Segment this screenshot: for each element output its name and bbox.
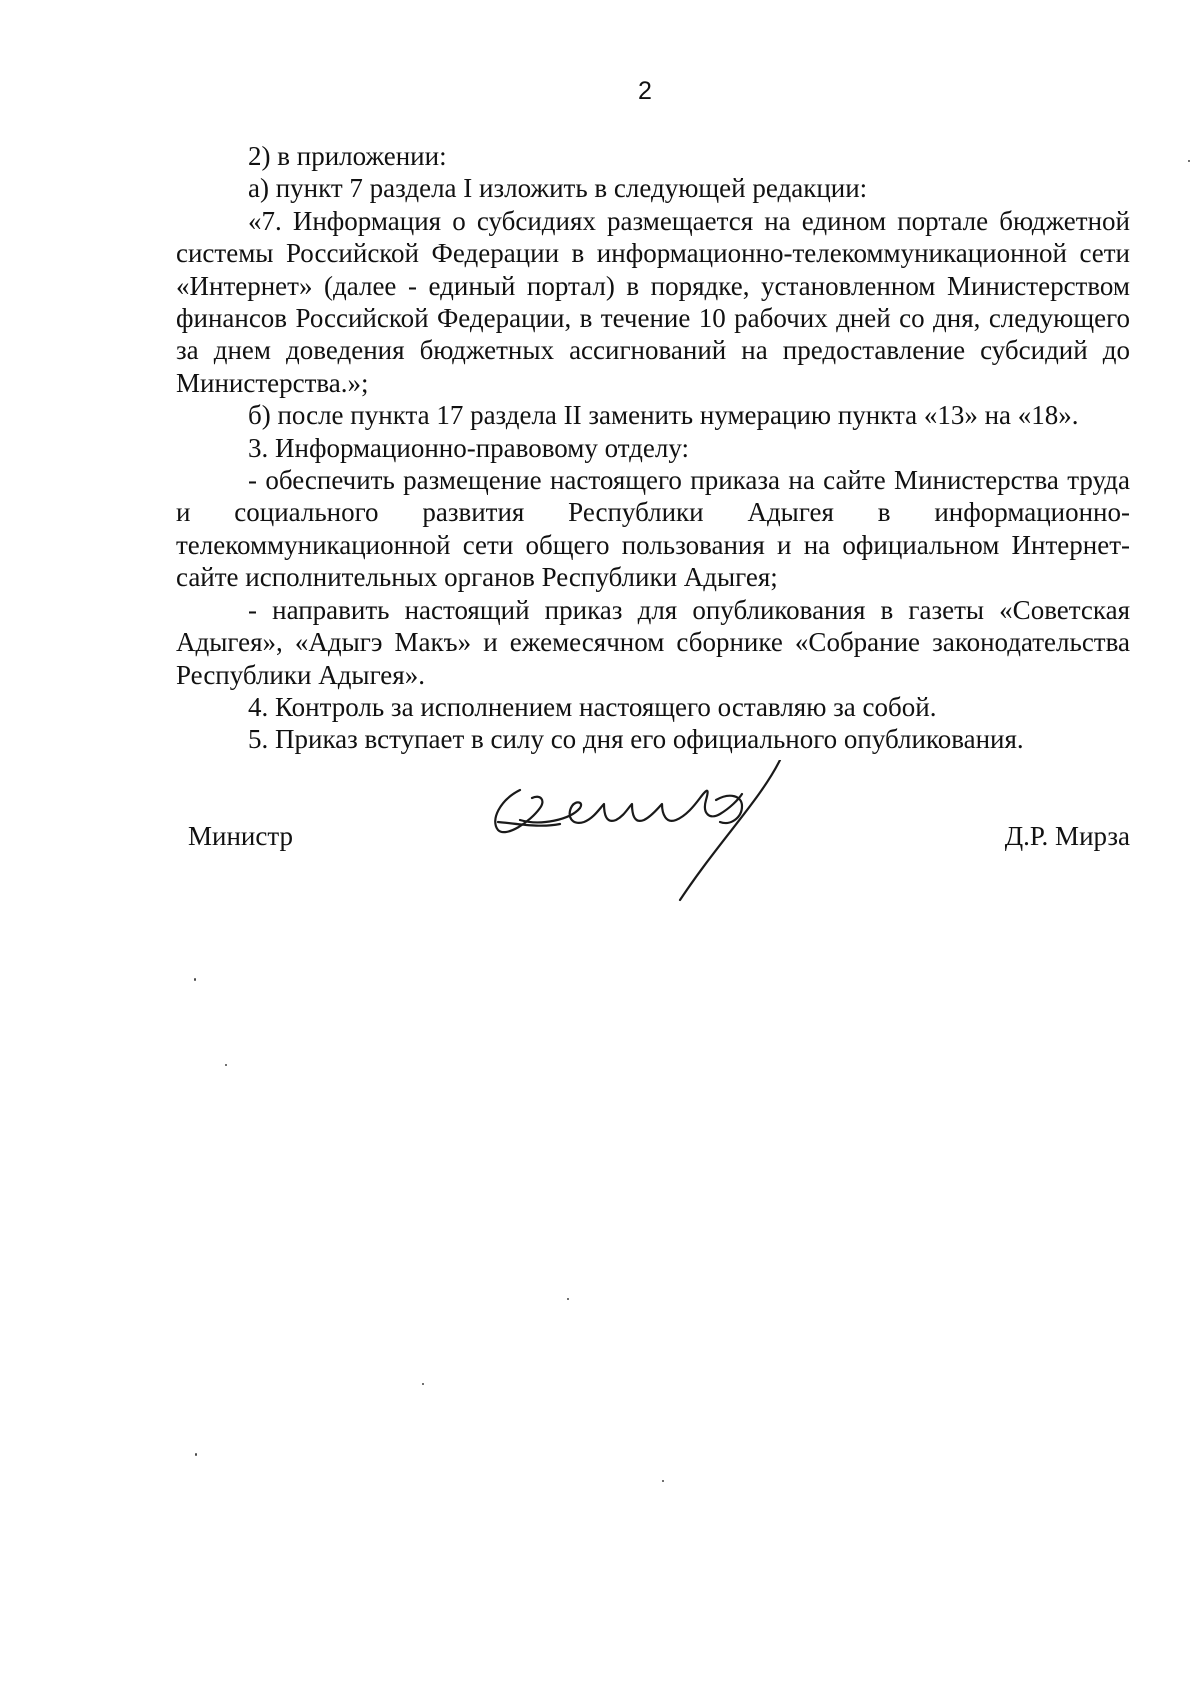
page-number: 2 xyxy=(638,77,652,105)
scan-speck xyxy=(194,978,196,981)
scan-speck xyxy=(195,1453,197,1456)
paragraph: 5. Приказ вступает в силу со дня его официального опубликования. xyxy=(248,724,1024,755)
paragraph: - обеспечить размещение настоящего приказа на сайте Министерства труда и социального развития Республики Адыгея в информационно-телекоммуникационной сети общего пользования и на официальном Интернет-сайте исполнительных органов Республики Адыгея; xyxy=(176,465,1130,593)
paragraph: «7. Информация о субсидиях размещается на едином портале бюджетной системы Российской Федерации в информационно-телекоммуникационной сети «Интернет» (далее - единый портал) в порядке, установленном Министерством финансов Российской Федерации, в течение 10 рабочих дней со дня, следующего за днем доведения бюджетных ассигнований на предоставление субсидий до Министерства.»; xyxy=(176,205,1130,398)
scan-speck xyxy=(225,1064,227,1066)
handwritten-signature xyxy=(480,760,820,910)
signer-name: Д.Р. Мирза xyxy=(1004,821,1130,851)
scan-speck xyxy=(1188,160,1190,162)
paragraph: 4. Контроль за исполнением настоящего оставляю за собой. xyxy=(248,691,937,722)
paragraph: а) пункт 7 раздела I изложить в следующей редакции: xyxy=(248,173,868,204)
paragraph: 2) в приложении: xyxy=(248,141,447,171)
document-body xyxy=(176,140,1130,756)
scan-speck xyxy=(567,1298,569,1300)
paragraph: б) после пункта 17 раздела II заменить нумерацию пункта «13» на «18». xyxy=(248,400,1079,431)
signer-position: Министр xyxy=(188,821,293,851)
scan-speck xyxy=(662,1480,664,1482)
paragraph: - направить настоящий приказ для опубликования в газеты «Советская Адыгея», «Адыгэ Макъ» и ежемесячном сборнике «Собрание законодательства Республики Адыгея». xyxy=(176,594,1130,690)
paragraph: 3. Информационно-правовому отделу: xyxy=(248,432,690,463)
scan-speck xyxy=(422,1383,424,1385)
